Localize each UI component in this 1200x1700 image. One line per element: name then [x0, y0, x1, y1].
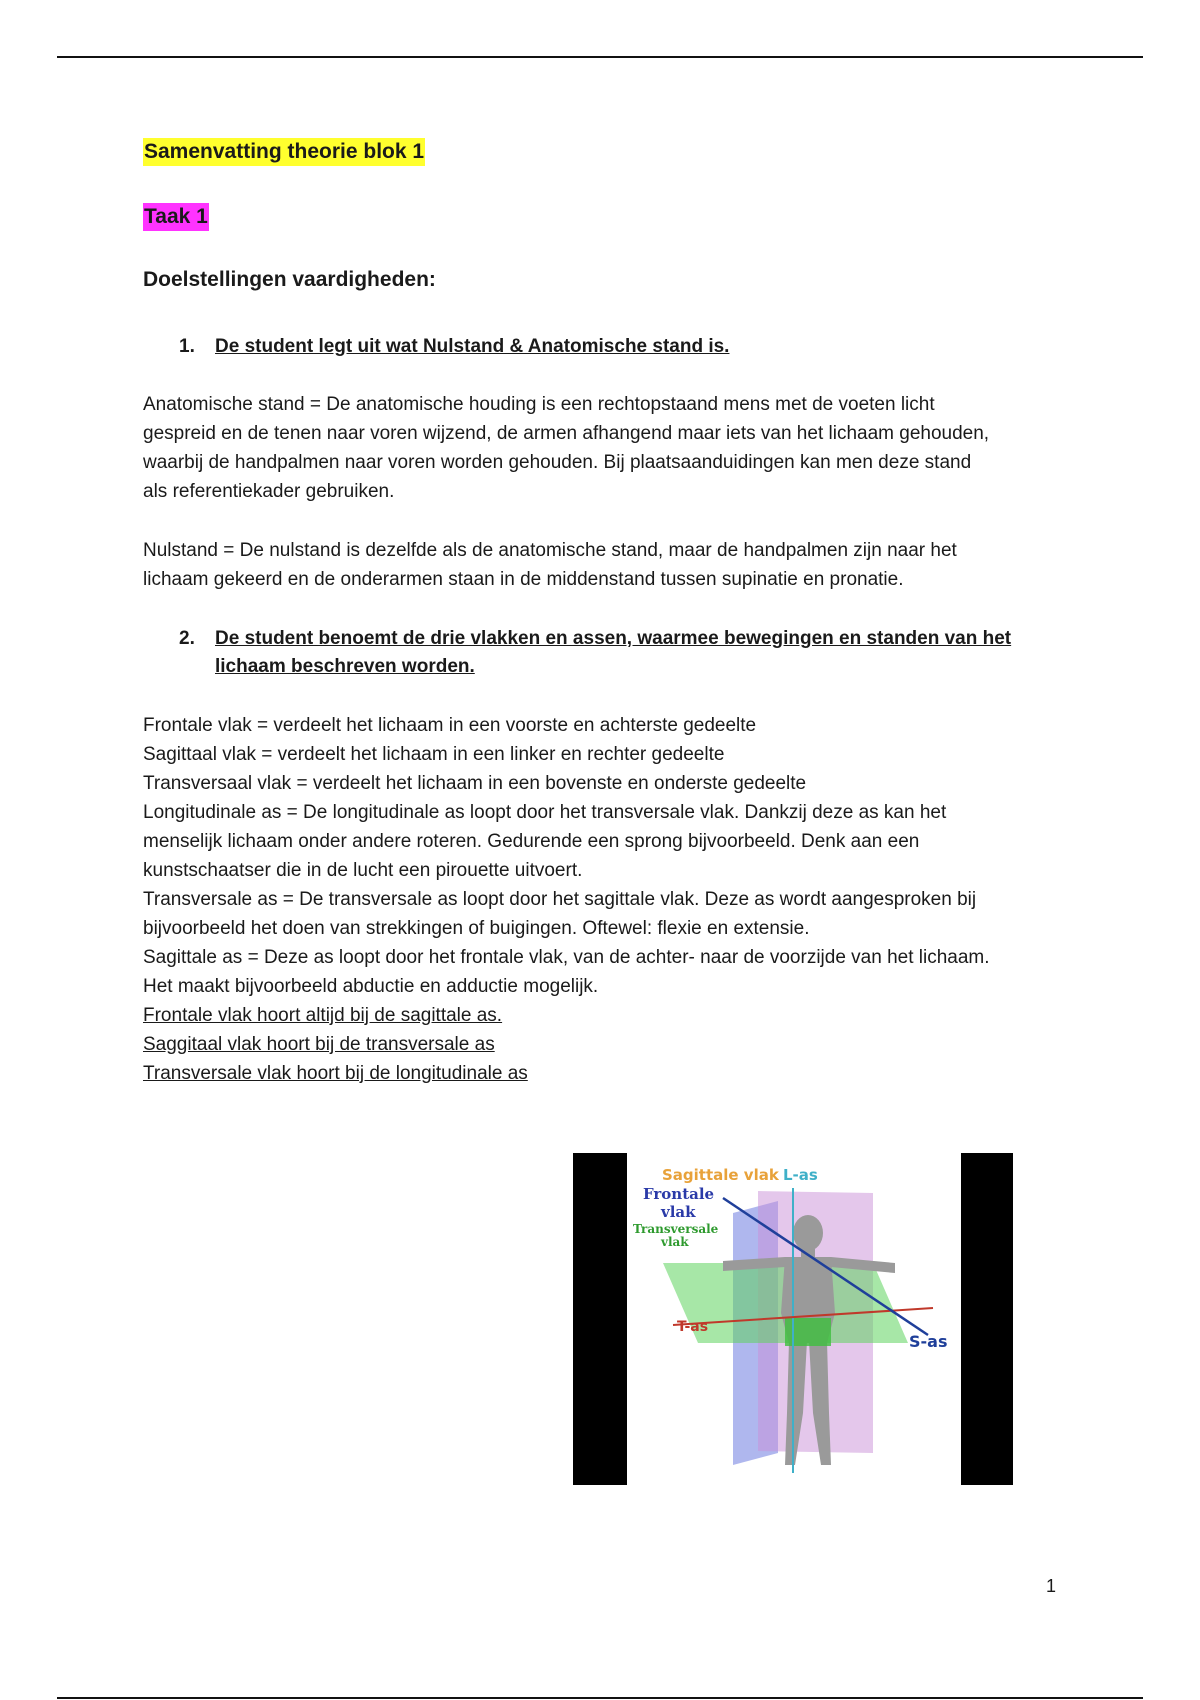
paragraph-line: kunstschaatser die in de lucht een pirouette uitvoert.	[143, 860, 583, 881]
objective-2	[179, 625, 1019, 681]
label-sagittale-vlak: Sagittale vlak	[662, 1166, 779, 1184]
paragraph-line: menselijk lichaam onder andere roteren. Gedurende een sprong bijvoorbeeld. Denk aan een	[143, 831, 920, 852]
objective-number: 2.	[179, 628, 195, 649]
document-title: Samenvatting theorie blok 1	[143, 138, 425, 166]
paragraph-line: Anatomische stand = De anatomische houding is een rechtopstaand mens met de voeten licht	[143, 394, 935, 415]
paragraph-line: Nulstand = De nulstand is dezelfde als de anatomische stand, maar de handpalmen zijn naar het	[143, 540, 957, 561]
paragraph-line: bijvoorbeeld het doen van strekkingen of buigingen. Oftewel: flexie en extensie.	[143, 918, 810, 939]
label-l-as: L-as	[783, 1166, 818, 1184]
paragraph-line: lichaam gekeerd en de onderarmen staan in de middenstand tussen supinatie en pronatie.	[143, 569, 904, 590]
label-frontale: Frontale	[643, 1185, 715, 1203]
label-frontale-vlak: vlak	[661, 1203, 696, 1221]
label-s-as: S-as	[909, 1332, 948, 1351]
paragraph-line: als referentiekader gebruiken.	[143, 481, 395, 502]
paragraph-line: Frontale vlak = verdeelt het lichaam in een voorste en achterste gedeelte	[143, 715, 757, 736]
objective-text: De student legt uit wat Nulstand & Anatomische stand is.	[215, 336, 730, 357]
objective-text: De student benoemt de drie vlakken en assen, waarmee bewegingen en standen van het lichaam beschreven worden.	[215, 628, 1012, 677]
footer-rule	[57, 1697, 1143, 1699]
label-transversale-vlak: vlak	[661, 1235, 689, 1249]
paragraph-line: Longitudinale as = De longitudinale as loopt door het transversale vlak. Dankzij deze as kan het	[143, 802, 947, 823]
anatomische-stand-paragraph	[143, 390, 1058, 506]
header-rule	[57, 56, 1143, 58]
paragraph-line: Sagittale as = Deze as loopt door het frontale vlak, van de achter- naar de voorzijde van het lichaam.	[143, 947, 990, 968]
objective-number: 1.	[179, 336, 195, 357]
paragraph-line: Transversale as = De transversale as loopt door het sagittale vlak. Deze as wordt aangesproken bij	[143, 889, 977, 910]
paragraph-line: Transversaal vlak = verdeelt het lichaam in een bovenste en onderste gedeelte	[143, 773, 807, 794]
underlined-line: Frontale vlak hoort altijd bij de sagittale as.	[143, 1005, 503, 1026]
paragraph-line: gespreid en de tenen naar voren wijzend, de armen afhangend maar iets van het lichaam gehouden,	[143, 423, 990, 444]
page-number: 1	[1046, 1576, 1057, 1596]
underlined-line: Transversale vlak hoort bij de longitudinale as	[143, 1063, 528, 1084]
label-t-as: T-as	[677, 1319, 709, 1335]
vlakken-assen-paragraph	[143, 711, 1058, 1088]
label-transversale: Transversale	[633, 1222, 719, 1236]
paragraph-line: waarbij de handpalmen naar voren worden gehouden. Bij plaatsaanduidingen kan men deze stand	[143, 452, 972, 473]
paragraph-line: Het maakt bijvoorbeeld abductie en adductie mogelijk.	[143, 976, 599, 997]
underlined-line: Saggitaal vlak hoort bij de transversale as	[143, 1034, 495, 1055]
nulstand-paragraph	[143, 536, 1058, 594]
objective-1	[179, 333, 1019, 361]
task-heading: Taak 1	[143, 203, 209, 231]
paragraph-line: Sagittaal vlak = verdeelt het lichaam in een linker en rechter gedeelte	[143, 744, 725, 765]
body-planes-figure	[573, 1153, 1013, 1485]
section-heading: Doelstellingen vaardigheden:	[143, 268, 436, 291]
